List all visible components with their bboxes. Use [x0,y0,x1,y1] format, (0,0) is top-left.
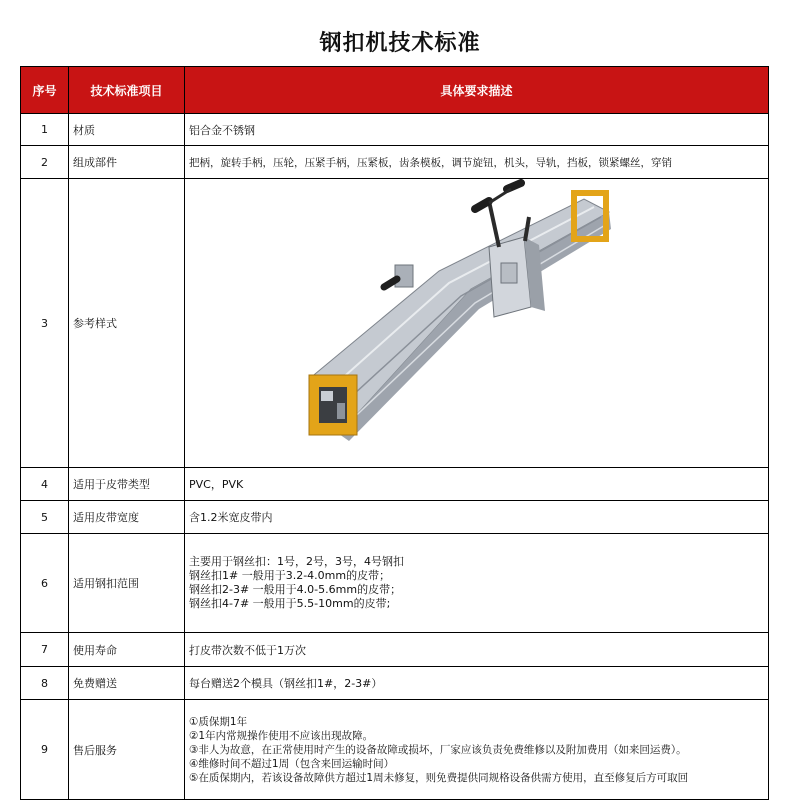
table-row [21,468,769,501]
desc-line: ①质保期1年 [189,715,248,728]
row-item: 适用钢扣范围 [69,534,185,633]
row-no: 4 [21,468,69,501]
table-header-row [21,67,769,114]
desc-line: ③非人为故意，在正常使用时产生的设备故障或损坏，厂家应该负责免费维修以及附加费用（如来回运费）。 [189,743,687,756]
row-item: 适用于皮带类型 [69,468,185,501]
row-item: 使用寿命 [69,633,185,667]
row-item: 售后服务 [69,700,185,800]
row-no: 5 [21,501,69,534]
row-item: 适用皮带宽度 [69,501,185,534]
desc-line: ④维修时间不超过1周（包含来回运输时间） [189,757,395,770]
desc-line: ⑤在质保期内，若该设备故障供方超过1周未修复，则免费提供同规格设备供需方使用，直至修复后方可取回 [189,771,689,784]
row-no: 6 [21,534,69,633]
header-item: 技术标准项目 [69,67,185,114]
header-desc: 具体要求描述 [185,67,769,114]
header-no: 序号 [21,67,69,114]
row-desc: 每台赠送2个模具（钢丝扣1#，2-3#） [185,667,769,700]
row-desc: 打皮带次数不低于1万次 [185,633,769,667]
row-desc [185,700,769,800]
table-row [21,146,769,179]
desc-line: 钢丝扣4-7# 一般用于5.5-10mm的皮带; [189,597,391,610]
spec-table [20,66,769,800]
desc-line: 主要用于钢丝扣：1号，2号，3号，4号钢扣 [189,555,404,568]
row-desc: 把柄，旋转手柄，压轮，压紧手柄，压紧板，齿条模板，调节旋钮，机头，导轨，挡板，锁紧螺丝，穿销 [185,146,769,179]
row-no: 2 [21,146,69,179]
row-no: 3 [21,179,69,468]
row-desc: 铝合金不锈钢 [185,114,769,146]
row-item: 免费赠送 [69,667,185,700]
table-row [21,633,769,667]
page-title: 钢扣机技术标准 [319,31,481,56]
row-item: 参考样式 [69,179,185,468]
row-desc [185,534,769,633]
row-no: 8 [21,667,69,700]
row-image-cell [185,179,769,468]
table-row [21,114,769,146]
desc-line: 钢丝扣1# 一般用于3.2-4.0mm的皮带； [189,569,391,582]
row-desc: PVC，PVK [185,468,769,501]
table-row [21,700,769,800]
steel-buckle-machine-photo [189,179,769,467]
table-row [21,501,769,534]
table-row [21,667,769,700]
row-desc: 含1.2米宽皮带内 [185,501,769,534]
table-row [21,179,769,468]
table-row [21,534,769,633]
row-item: 材质 [69,114,185,146]
desc-line: ②1年内常规操作使用不应该出现故障。 [189,729,374,742]
row-item: 组成部件 [69,146,185,179]
desc-line: 钢丝扣2-3# 一般用于4.0-5.6mm的皮带； [189,583,402,596]
row-no: 9 [21,700,69,800]
row-no: 7 [21,633,69,667]
row-no: 1 [21,114,69,146]
